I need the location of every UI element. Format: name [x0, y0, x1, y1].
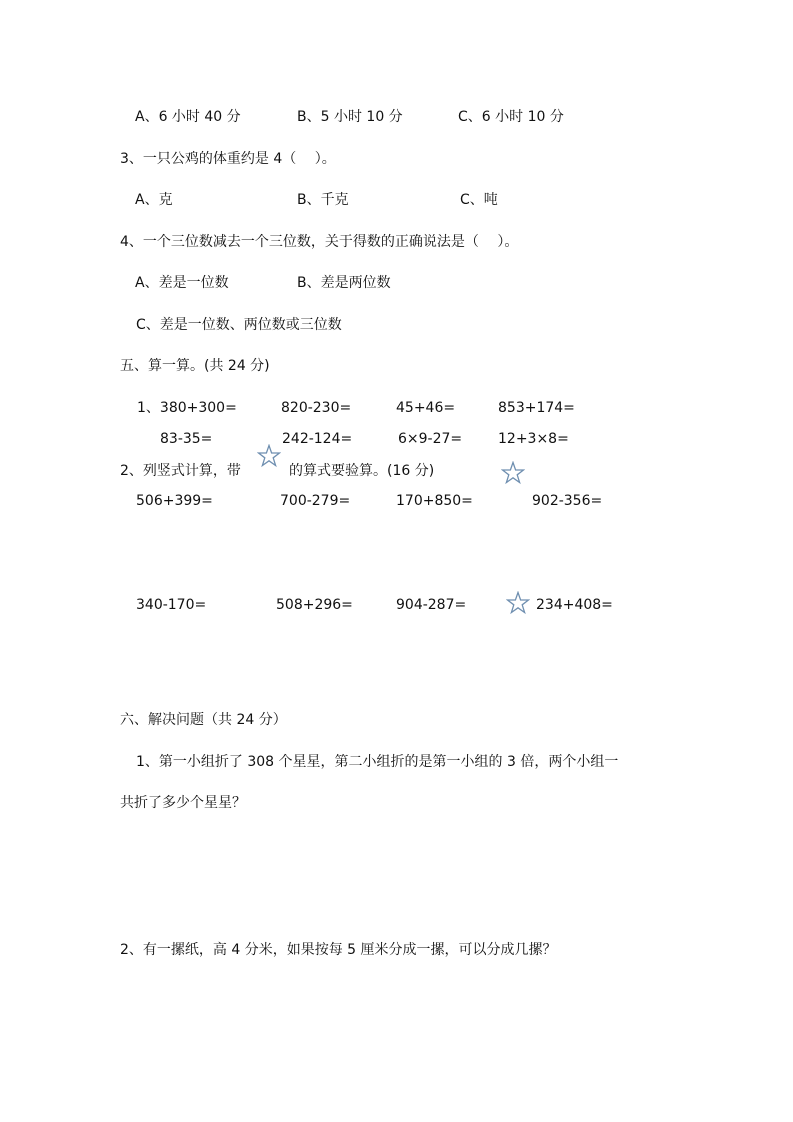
star-icon	[506, 591, 530, 615]
q3-question: 3、一只公鸡的体重约是 4（ ）。	[120, 151, 336, 167]
q4-option-c: C、差是一位数、两位数或三位数	[136, 317, 342, 333]
star-icon	[257, 444, 281, 468]
problem2: 2、有一摞纸，高 4 分米，如果按每 5 厘米分成一摞，可以分成几摞？	[120, 942, 557, 958]
q3-option-a: A、克	[135, 192, 173, 208]
calc-item: 83-35=	[160, 431, 213, 447]
part2-title-b: 的算式要验算。(16 分)	[289, 463, 435, 479]
calc-item: 242-124=	[282, 431, 353, 447]
calc-item: 853+174=	[498, 400, 575, 416]
calc-item: 1、380+300=	[137, 400, 237, 416]
problem1-line1: 1、第一小组折了 308 个星星，第二小组折的是第一小组的 3 倍，两个小组一	[136, 754, 619, 770]
q4-option-b: B、差是两位数	[297, 275, 391, 291]
vertical-calc-item: 234+408=	[536, 597, 613, 613]
vertical-calc-item: 506+399=	[136, 493, 213, 509]
vertical-calc-item: 700-279=	[280, 493, 351, 509]
vertical-calc-item: 508+296=	[276, 597, 353, 613]
calc-item: 6×9-27=	[398, 431, 463, 447]
vertical-calc-item: 902-356=	[532, 493, 603, 509]
calc-item: 12+3×8=	[498, 431, 569, 447]
q3-option-b: B、千克	[297, 192, 349, 208]
calc-item: 820-230=	[281, 400, 352, 416]
q4-question: 4、一个三位数减去一个三位数，关于得数的正确说法是（ ）。	[120, 234, 519, 250]
problem1-line2: 共折了多少个星星？	[120, 795, 246, 811]
section6-title: 六、解决问题（共 24 分）	[120, 712, 287, 728]
q2-option-b: B、5 小时 10 分	[297, 109, 403, 125]
q3-option-c: C、吨	[460, 192, 498, 208]
star-icon	[501, 461, 525, 485]
part2-title-a: 2、列竖式计算，带	[120, 463, 241, 479]
calc-item: 45+46=	[396, 400, 456, 416]
q2-option-a: A、6 小时 40 分	[135, 109, 241, 125]
q2-option-c: C、6 小时 10 分	[458, 109, 564, 125]
q4-option-a: A、差是一位数	[135, 275, 229, 291]
vertical-calc-item: 170+850=	[396, 493, 473, 509]
section5-title: 五、算一算。(共 24 分)	[120, 358, 270, 374]
vertical-calc-item: 904-287=	[396, 597, 467, 613]
vertical-calc-item: 340-170=	[136, 597, 207, 613]
